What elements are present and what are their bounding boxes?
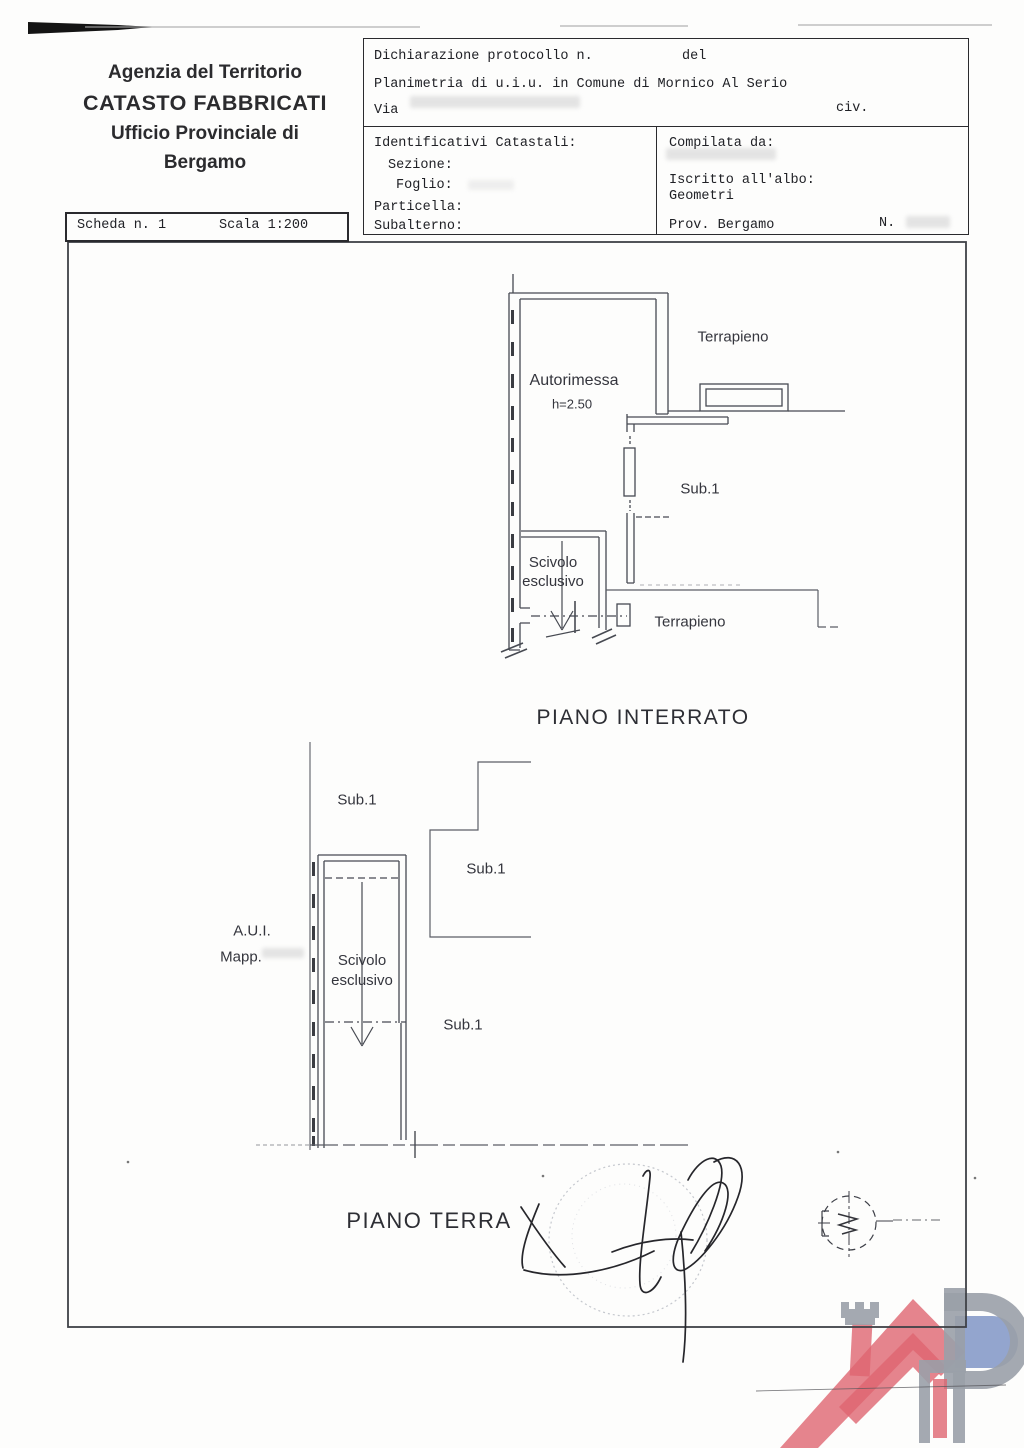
protocol-del-label: del	[682, 49, 707, 64]
label-mapp: Mapp.	[220, 948, 262, 966]
label-scivolo-terra-line1: Scivolo	[337, 952, 387, 969]
redacted-mappale	[262, 948, 304, 958]
agency-watermark-logo	[756, 1288, 1024, 1448]
particella-label: Particella:	[374, 200, 464, 215]
sheet-number-box	[65, 212, 349, 242]
identificativi-title: Identificativi Catastali:	[374, 136, 577, 151]
label-terrapieno-top: Terrapieno	[697, 328, 769, 346]
letterhead	[55, 62, 355, 174]
sheet-scale: Scala 1:200	[219, 218, 309, 233]
protocol-label: Dichiarazione protocollo n.	[374, 49, 593, 64]
label-scivolo-interrato	[522, 553, 584, 591]
signature	[521, 1158, 742, 1362]
registry-name: CATASTO FABBRICATI	[83, 91, 327, 115]
office-label: Ufficio Provinciale di	[111, 123, 299, 144]
declaration-form	[363, 38, 969, 235]
prov-label: Prov. Bergamo	[669, 218, 775, 233]
compilata-label: Compilata da:	[669, 136, 775, 151]
logo-chimney	[850, 1324, 873, 1377]
sezione-label: Sezione:	[388, 158, 453, 173]
planimetria-line: Planimetria di u.i.u. in Comune di Mornico Al Serio	[374, 77, 788, 92]
label-scivolo-terra-line2: esclusivo	[331, 972, 393, 989]
iscritto-value: Geometri	[669, 189, 734, 204]
civ-label: civ.	[836, 101, 869, 116]
logo-battlement-icon	[841, 1302, 879, 1318]
subalterno-label: Subalterno:	[374, 219, 464, 234]
title-piano-terra: PIANO TERRA	[346, 1208, 512, 1233]
form-horizontal-divider	[364, 126, 968, 127]
sheet-number: Scheda n. 1	[77, 218, 167, 233]
office-city: Bergamo	[163, 152, 247, 173]
form-vertical-divider	[656, 126, 657, 234]
label-sub1-terra-top: Sub.1	[337, 791, 377, 809]
stamp	[549, 1164, 707, 1316]
label-sub1-terra-bottom: Sub.1	[443, 1016, 483, 1034]
foglio-label: Foglio:	[396, 178, 453, 193]
scan-artifacts	[28, 22, 992, 34]
label-scivolo-line1: Scivolo	[528, 554, 578, 571]
interrato-linework	[501, 274, 845, 658]
label-aui: A.U.I.	[233, 922, 271, 940]
label-autorimessa: Autorimessa	[529, 372, 619, 389]
label-scivolo-line2: esclusivo	[522, 573, 584, 590]
plan-sheet-border	[68, 242, 966, 1327]
surveyor-symbol-icon	[818, 1191, 941, 1257]
iscritto-label: Iscritto all'albo:	[669, 173, 815, 188]
via-label: Via	[374, 103, 399, 118]
n-label: N.	[879, 216, 896, 231]
title-piano-interrato: PIANO INTERRATO	[536, 706, 750, 729]
agency-name: Agenzia del Territorio	[108, 62, 302, 83]
label-room-height: h=2.50	[551, 396, 593, 412]
label-terrapieno-bottom: Terrapieno	[654, 613, 726, 631]
label-sub1-terra-mid: Sub.1	[466, 860, 506, 878]
label-scivolo-terra	[331, 951, 393, 991]
label-sub1-interrato: Sub.1	[680, 480, 720, 498]
